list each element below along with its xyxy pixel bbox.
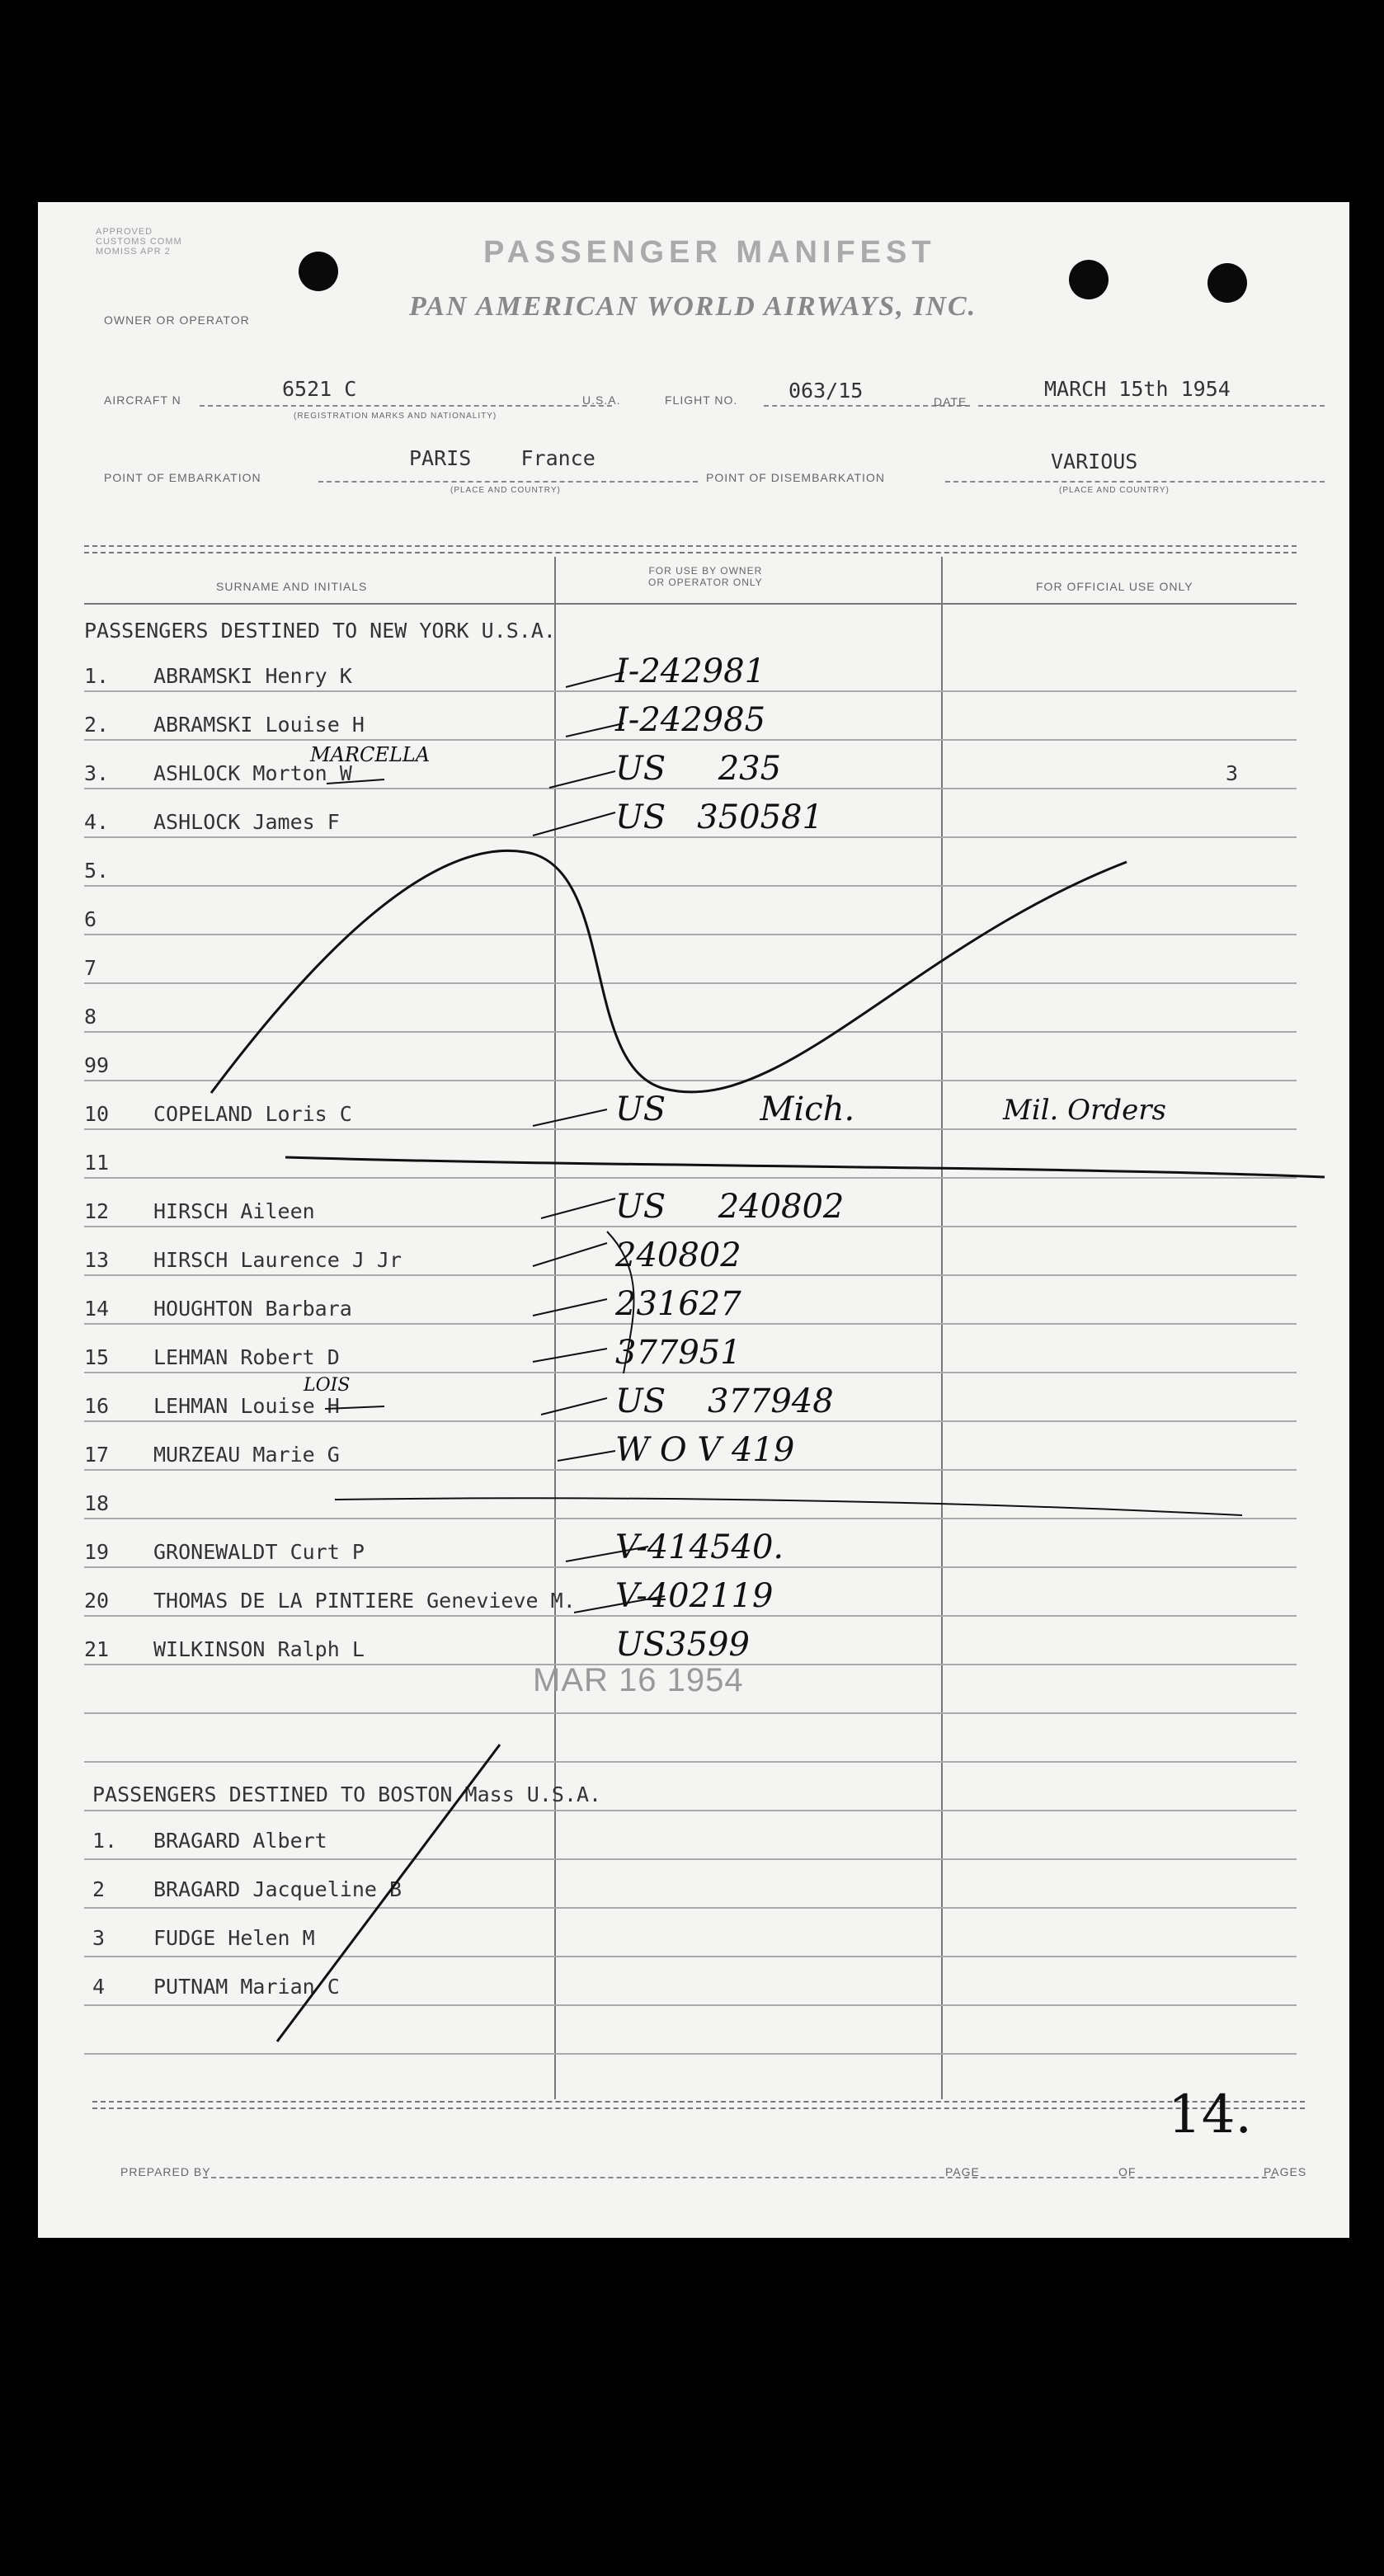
row-number: 5. xyxy=(84,859,110,883)
page-number-handwritten: 14. xyxy=(1168,2084,1252,2145)
owner-operator-label: OWNER OR OPERATOR xyxy=(104,313,250,327)
owner-entry: W O V 419 xyxy=(615,1431,795,1469)
col-owner-header: FOR USE BY OWNER OR OPERATOR ONLY xyxy=(648,565,763,588)
row-number: 12 xyxy=(84,1199,110,1223)
disembarkation-value: VARIOUS xyxy=(1051,450,1138,473)
row-number: 3. xyxy=(84,761,110,785)
row-number: 21 xyxy=(84,1637,110,1661)
strike-morton xyxy=(327,779,384,784)
aircraft-value: 6521 C xyxy=(282,377,357,401)
owner-entry: I-242985 xyxy=(615,701,766,739)
row-number: 7 xyxy=(84,956,97,980)
prepared-by-label: PREPARED BY xyxy=(120,2165,211,2178)
received-stamp: MAR 16 1954 xyxy=(533,1662,744,1698)
date-label: DATE xyxy=(934,395,967,408)
pen-marks xyxy=(38,202,1349,2238)
owner-entry: 231627 xyxy=(615,1285,741,1323)
row-number: 16 xyxy=(84,1394,110,1418)
row-number: 18 xyxy=(84,1491,110,1515)
passenger-name: LEHMAN Robert D xyxy=(153,1345,340,1369)
official-entry: Mil. Orders xyxy=(1003,1094,1166,1127)
row-number: 2 xyxy=(92,1877,106,1901)
strike-boston-section xyxy=(277,1745,500,2041)
approval-note: APPROVED CUSTOMS COMM MOMISS APR 2 xyxy=(96,227,182,257)
owner-entry: 240802 xyxy=(615,1236,741,1274)
check-ticks xyxy=(533,672,665,1613)
strike-line-row11 xyxy=(285,1157,1325,1177)
passenger-name: LEHMAN Louise H xyxy=(153,1394,340,1418)
col-surname-header: SURNAME AND INITIALS xyxy=(216,580,368,593)
passenger-name: COPELAND Loris C xyxy=(153,1102,352,1126)
row-number: 2. xyxy=(84,713,110,737)
owner-entry: US 235 xyxy=(615,750,782,788)
passenger-name: MURZEAU Marie G xyxy=(153,1443,340,1467)
owner-entry: US Mich. xyxy=(615,1090,855,1128)
row-number: 4. xyxy=(84,810,110,834)
embarkation-sublabel: (PLACE AND COUNTRY) xyxy=(450,486,561,495)
row-number: 1. xyxy=(84,664,110,688)
owner-entry: US 350581 xyxy=(615,798,823,836)
strike-line-row18 xyxy=(335,1498,1242,1515)
pages-label: PAGES xyxy=(1264,2165,1307,2178)
row-number: 14 xyxy=(84,1297,110,1321)
passenger-name: HIRSCH Laurence J Jr xyxy=(153,1248,402,1272)
row-number: 20 xyxy=(84,1589,110,1613)
correction-marcella: MARCELLA xyxy=(310,743,431,766)
row-number: 15 xyxy=(84,1345,110,1369)
passenger-name: ABRAMSKI Louise H xyxy=(153,713,365,737)
strike-louise xyxy=(325,1406,384,1409)
row-number: 19 xyxy=(84,1540,110,1564)
owner-entry: US 377948 xyxy=(615,1382,834,1420)
row-number: 6 xyxy=(84,907,97,931)
passenger-name: BRAGARD Albert xyxy=(153,1829,327,1853)
usa-label: U.S.A. xyxy=(582,393,621,407)
col-official-header: FOR OFFICIAL USE ONLY xyxy=(1036,580,1193,593)
manifest-sheet xyxy=(38,202,1349,2238)
passenger-name: GRONEWALDT Curt P xyxy=(153,1540,365,1564)
flight-value: 063/15 xyxy=(789,379,864,403)
embarkation-value: PARIS France xyxy=(409,446,595,470)
section-header-boston: PASSENGERS DESTINED TO BOSTON Mass U.S.A. xyxy=(92,1782,602,1806)
passenger-name: ASHLOCK Morton W xyxy=(153,761,352,785)
passenger-name: PUTNAM Marian C xyxy=(153,1975,340,1999)
row-number: 99 xyxy=(84,1053,110,1077)
owner-entry: US 240802 xyxy=(615,1188,845,1226)
row-number: 17 xyxy=(84,1443,110,1467)
passenger-name: HOUGHTON Barbara xyxy=(153,1297,352,1321)
row-number: 1. xyxy=(92,1829,118,1853)
disembarkation-sublabel: (PLACE AND COUNTRY) xyxy=(1059,486,1170,495)
date-value: MARCH 15th 1954 xyxy=(1044,377,1231,401)
passenger-name: HIRSCH Aileen xyxy=(153,1199,315,1223)
owner-entry: US3599 xyxy=(615,1626,750,1664)
page-label: PAGE xyxy=(945,2165,980,2178)
embarkation-label: POINT OF EMBARKATION xyxy=(104,471,261,484)
passenger-name: FUDGE Helen M xyxy=(153,1926,315,1950)
aircraft-label: AIRCRAFT N xyxy=(104,393,181,407)
row-number: 8 xyxy=(84,1005,97,1029)
bracket-hirsch-lehman xyxy=(607,1231,634,1373)
of-label: OF xyxy=(1118,2165,1137,2178)
passenger-name: THOMAS DE LA PINTIERE Genevieve M. xyxy=(153,1589,576,1613)
owner-entry: 377951 xyxy=(615,1334,741,1372)
section-header-new-york: PASSENGERS DESTINED TO NEW YORK U.S.A. xyxy=(84,619,556,643)
row-number: 3 xyxy=(92,1926,106,1950)
row-number: 13 xyxy=(84,1248,110,1272)
form-title: PASSENGER MANIFEST xyxy=(483,235,936,270)
registration-sublabel: (REGISTRATION MARKS AND NATIONALITY) xyxy=(294,412,497,421)
row-number: 11 xyxy=(84,1151,110,1175)
cancel-scribble xyxy=(211,850,1127,1093)
passenger-name: ABRAMSKI Henry K xyxy=(153,664,352,688)
disembarkation-label: POINT OF DISEMBARKATION xyxy=(706,471,885,484)
passenger-name: BRAGARD Jacqueline B xyxy=(153,1877,402,1901)
company-name: PAN AMERICAN WORLD AIRWAYS, INC. xyxy=(409,291,977,322)
passenger-name: WILKINSON Ralph L xyxy=(153,1637,365,1661)
row-number: 10 xyxy=(84,1102,110,1126)
passenger-name: ASHLOCK James F xyxy=(153,810,340,834)
correction-lois: LOIS xyxy=(304,1375,351,1396)
official-entry: 3 xyxy=(1226,761,1239,785)
owner-entry: V-402119 xyxy=(615,1577,774,1615)
owner-entry: I-242981 xyxy=(615,652,766,690)
owner-entry: V-414540. xyxy=(615,1528,784,1566)
flight-label: FLIGHT NO. xyxy=(665,393,738,407)
row-number: 4 xyxy=(92,1975,106,1999)
